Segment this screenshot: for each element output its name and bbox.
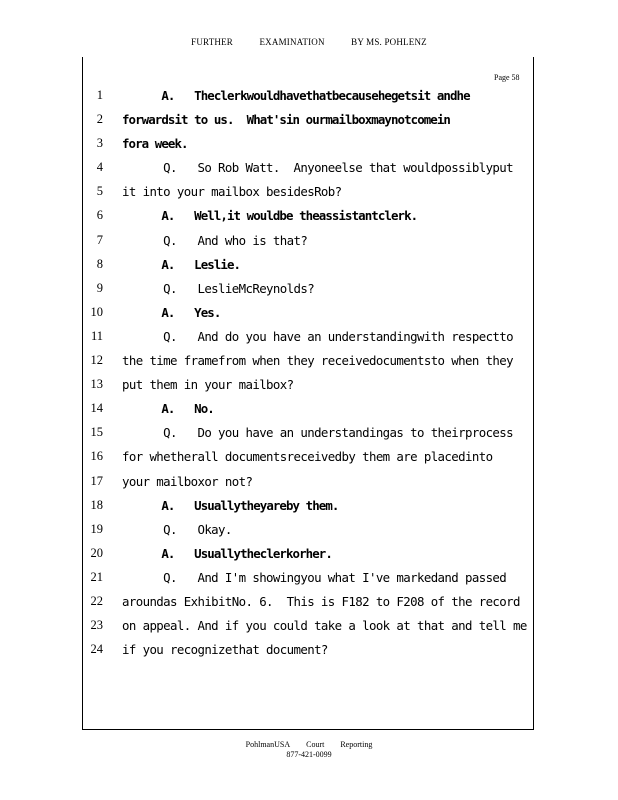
header-further: FURTHER	[191, 37, 234, 47]
line-number: 18	[90, 497, 103, 512]
line-number: 10	[90, 304, 103, 319]
transcript-line: put them in your mailbox?	[122, 377, 294, 393]
transcript-line: Q. LeslieMcReynolds?	[122, 280, 315, 296]
transcript-line: Q. Okay.	[122, 521, 232, 537]
line-number: 16	[90, 449, 103, 464]
line-number: 17	[90, 473, 103, 488]
transcript-line: Q. So Rob Watt. Anyoneelse that wouldpossiblyput	[122, 160, 514, 176]
footer-company: PohlmanUSA	[245, 740, 291, 749]
line-number: 6	[96, 208, 103, 223]
line-number: 2	[96, 112, 103, 127]
transcript-line: on appeal. And if you could take a look at that and tell me	[122, 618, 527, 634]
line-number: 11	[90, 328, 103, 343]
transcript-line: Q. Do you have an understandingas to theirprocess	[122, 425, 514, 441]
page-header	[0, 37, 618, 47]
line-number: 4	[96, 160, 103, 175]
footer-reporting: Reporting	[340, 740, 373, 749]
transcript-line: if you recognizethat document?	[122, 642, 328, 658]
transcript-line: for whetherall documentsreceivedby them are placedinto	[122, 449, 493, 465]
line-number: 20	[90, 545, 103, 560]
transcript-body	[122, 86, 534, 664]
transcript-line: forwardsit to us. What'sin ourmailboxmaynotcomein	[122, 112, 450, 128]
line-number-column	[88, 86, 110, 664]
footer-phone: 877-421-0099	[286, 750, 332, 759]
line-number: 9	[96, 280, 103, 295]
line-number: 22	[90, 593, 103, 608]
transcript-line: A. Theclerkwouldhavethatbecausehegetsit andhe	[122, 88, 470, 103]
line-number: 1	[96, 88, 103, 102]
line-number: 14	[90, 401, 103, 416]
line-number: 21	[90, 569, 103, 584]
line-number: 5	[96, 184, 103, 199]
transcript-line: Q. And who is that?	[122, 232, 308, 248]
transcript-line: A. Well,it wouldbe theassistantclerk.	[122, 208, 418, 224]
line-number: 13	[90, 377, 103, 392]
transcript-line: Q. And do you have an understandingwith respectto	[122, 328, 514, 344]
transcript-line: the time framefrom when they receivedocumentsto when they	[122, 353, 514, 369]
transcript-line: your mailboxor not?	[122, 473, 253, 489]
transcript-line: A. Usuallytheclerkorher.	[122, 545, 332, 561]
line-number: 19	[90, 521, 103, 536]
line-number: 15	[90, 425, 103, 440]
line-number: 23	[90, 618, 103, 633]
transcript-line: it into your mailbox besidesRob?	[122, 184, 342, 200]
transcript-line: A. Leslie.	[122, 256, 241, 272]
line-number: 12	[90, 353, 103, 368]
transcript-line: A. Yes.	[122, 304, 221, 320]
transcript-line: fora week.	[122, 136, 188, 152]
header-by: BY MS. POHLENZ	[351, 37, 427, 47]
page-footer	[0, 740, 618, 760]
transcript-line: Q. And I'm showingyou what I've markedand passed	[122, 569, 507, 585]
header-examination: EXAMINATION	[259, 37, 325, 47]
transcript-line: aroundas ExhibitNo. 6. This is F182 to F208 of the record	[122, 593, 520, 609]
line-number: 3	[96, 136, 103, 151]
line-number: 7	[96, 232, 103, 247]
transcript-line: A. No.	[122, 401, 214, 417]
footer-court: Court	[306, 740, 325, 749]
page-number: Page 58	[494, 73, 520, 82]
line-number: 8	[96, 256, 103, 271]
transcript-line: A. Usuallytheyareby them.	[122, 497, 339, 513]
line-number: 24	[90, 642, 103, 657]
